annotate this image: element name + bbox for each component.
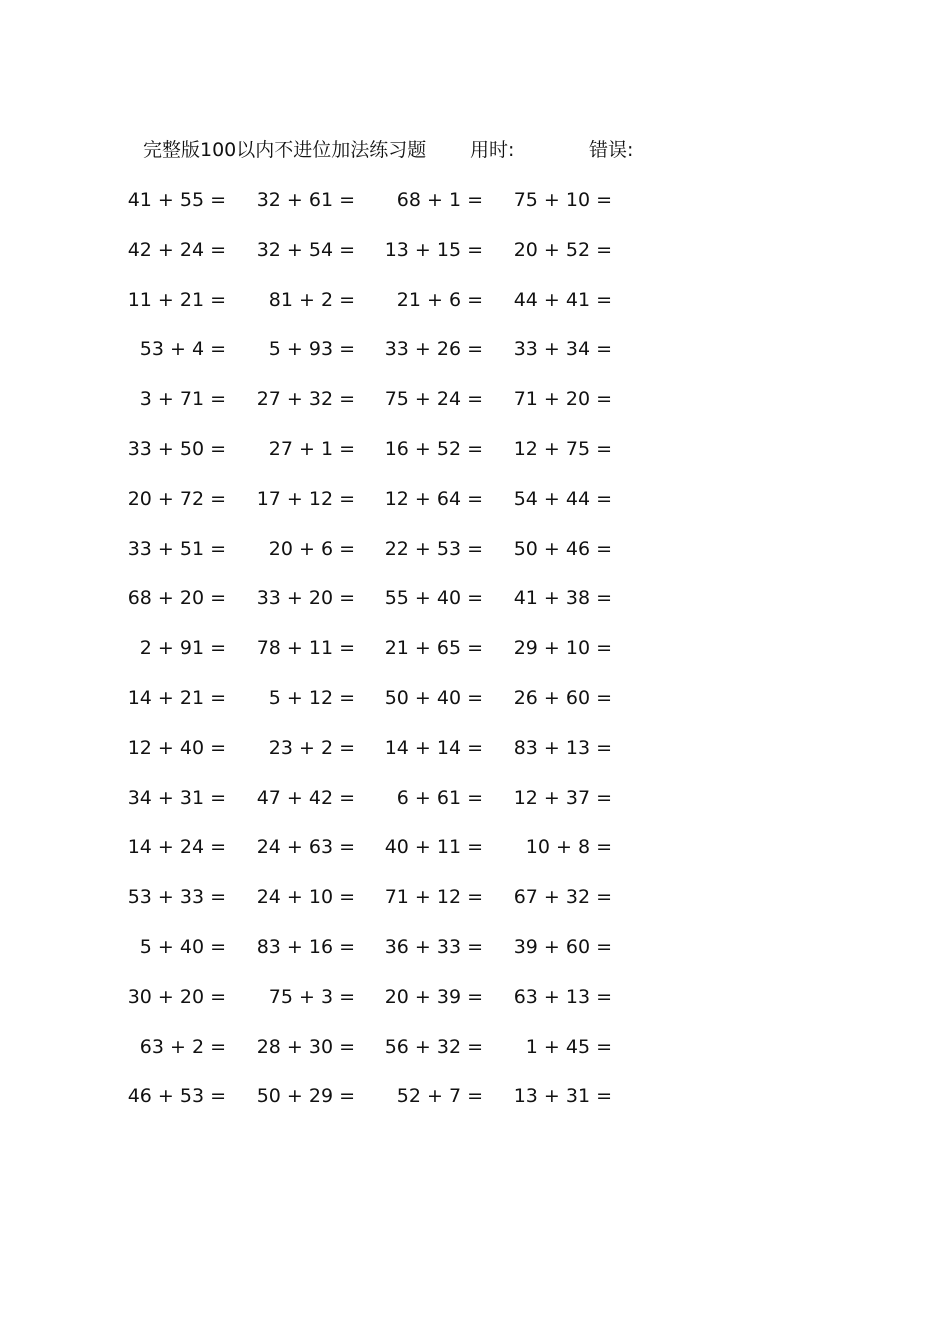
problem-cell: 33 + 20 =: [256, 587, 355, 610]
problem-cell: 44 + 41 =: [513, 288, 612, 311]
problem-row: [0, 734, 950, 784]
problem-cell: 41 + 55 =: [127, 189, 226, 211]
problem-cell: 46 + 53 =: [127, 1085, 226, 1108]
problem-cell: 12 + 40 =: [127, 736, 226, 759]
problem-cell: 28 + 30 =: [256, 1035, 355, 1058]
problem-row: [0, 335, 950, 385]
problem-cell: 71 + 20 =: [513, 388, 612, 411]
problem-cell: 75 + 3 =: [268, 985, 355, 1008]
problem-cell: 1 + 45 =: [525, 1035, 612, 1058]
problem-row: [0, 1082, 950, 1132]
problem-cell: 21 + 6 =: [396, 288, 483, 311]
problem-cell: 78 + 11 =: [256, 637, 355, 660]
problem-cell: 12 + 75 =: [513, 437, 612, 460]
problem-cell: 17 + 12 =: [256, 487, 355, 510]
time-label: 用时:: [470, 139, 515, 161]
problem-cell: 14 + 21 =: [127, 686, 226, 709]
problem-cell: 33 + 34 =: [513, 338, 612, 361]
problem-cell: 41 + 38 =: [513, 587, 612, 610]
problem-row: [0, 186, 950, 236]
problem-cell: 68 + 1 =: [396, 189, 483, 211]
problem-cell: 53 + 33 =: [127, 886, 226, 909]
problem-cell: 20 + 39 =: [384, 985, 483, 1008]
problem-cell: 63 + 13 =: [513, 985, 612, 1008]
problem-cell: 50 + 40 =: [384, 686, 483, 709]
problem-cell: 52 + 7 =: [396, 1085, 483, 1108]
problem-cell: 12 + 64 =: [384, 487, 483, 510]
problem-cell: 6 + 61 =: [396, 786, 483, 809]
problem-cell: 29 + 10 =: [513, 637, 612, 660]
problem-cell: 33 + 51 =: [127, 537, 226, 560]
problem-cell: 3 + 71 =: [139, 388, 226, 411]
problem-cell: 26 + 60 =: [513, 686, 612, 709]
problem-row: [0, 933, 950, 983]
problem-cell: 24 + 10 =: [256, 886, 355, 909]
problem-cell: 55 + 40 =: [384, 587, 483, 610]
problem-cell: 83 + 16 =: [256, 935, 355, 958]
problem-cell: 50 + 29 =: [256, 1085, 355, 1108]
problem-row: [0, 784, 950, 834]
problem-cell: 2 + 91 =: [139, 637, 226, 660]
problem-row: [0, 833, 950, 883]
problem-cell: 39 + 60 =: [513, 935, 612, 958]
problem-cell: 24 + 63 =: [256, 836, 355, 859]
problem-cell: 5 + 12 =: [268, 686, 355, 709]
problem-cell: 14 + 24 =: [127, 836, 226, 859]
problem-cell: 10 + 8 =: [525, 836, 612, 859]
problem-row: [0, 535, 950, 585]
problem-cell: 11 + 21 =: [127, 288, 226, 311]
problem-cell: 33 + 50 =: [127, 437, 226, 460]
problem-cell: 13 + 15 =: [384, 238, 483, 261]
problem-cell: 16 + 52 =: [384, 437, 483, 460]
problem-cell: 27 + 1 =: [268, 437, 355, 460]
problem-row: [0, 236, 950, 286]
problem-cell: 75 + 10 =: [513, 189, 612, 211]
problem-cell: 75 + 24 =: [384, 388, 483, 411]
problem-cell: 27 + 32 =: [256, 388, 355, 411]
problem-row: [0, 1033, 950, 1083]
problem-cell: 13 + 31 =: [513, 1085, 612, 1108]
problem-cell: 71 + 12 =: [384, 886, 483, 909]
problem-row: [0, 983, 950, 1033]
problem-cell: 23 + 2 =: [268, 736, 355, 759]
problem-cell: 20 + 6 =: [268, 537, 355, 560]
problem-cell: 47 + 42 =: [256, 786, 355, 809]
problem-cell: 5 + 93 =: [268, 338, 355, 361]
problem-cell: 32 + 54 =: [256, 238, 355, 261]
problem-cell: 81 + 2 =: [268, 288, 355, 311]
problem-cell: 21 + 65 =: [384, 637, 483, 660]
worksheet-title: 完整版100以内不进位加法练习题: [143, 139, 427, 161]
problem-row: [0, 883, 950, 933]
problem-row: [0, 684, 950, 734]
problem-row: [0, 584, 950, 634]
problem-cell: 22 + 53 =: [384, 537, 483, 560]
problem-cell: 67 + 32 =: [513, 886, 612, 909]
problem-cell: 83 + 13 =: [513, 736, 612, 759]
problem-cell: 53 + 4 =: [139, 338, 226, 361]
problem-cell: 63 + 2 =: [139, 1035, 226, 1058]
problem-grid: [0, 186, 950, 1132]
problem-row: [0, 485, 950, 535]
problem-row: [0, 286, 950, 336]
problem-cell: 36 + 33 =: [384, 935, 483, 958]
problem-cell: 20 + 72 =: [127, 487, 226, 510]
problem-cell: 30 + 20 =: [127, 985, 226, 1008]
error-label: 错误:: [589, 139, 634, 161]
problem-cell: 34 + 31 =: [127, 786, 226, 809]
problem-cell: 54 + 44 =: [513, 487, 612, 510]
problem-row: [0, 634, 950, 684]
problem-cell: 12 + 37 =: [513, 786, 612, 809]
problem-cell: 50 + 46 =: [513, 537, 612, 560]
problem-cell: 68 + 20 =: [127, 587, 226, 610]
worksheet-header: [143, 137, 663, 163]
problem-cell: 56 + 32 =: [384, 1035, 483, 1058]
problem-row: [0, 385, 950, 435]
problem-cell: 14 + 14 =: [384, 736, 483, 759]
problem-cell: 42 + 24 =: [127, 238, 226, 261]
problem-cell: 32 + 61 =: [256, 189, 355, 211]
problem-cell: 5 + 40 =: [139, 935, 226, 958]
problem-cell: 33 + 26 =: [384, 338, 483, 361]
problem-cell: 20 + 52 =: [513, 238, 612, 261]
problem-row: [0, 435, 950, 485]
problem-cell: 40 + 11 =: [384, 836, 483, 859]
